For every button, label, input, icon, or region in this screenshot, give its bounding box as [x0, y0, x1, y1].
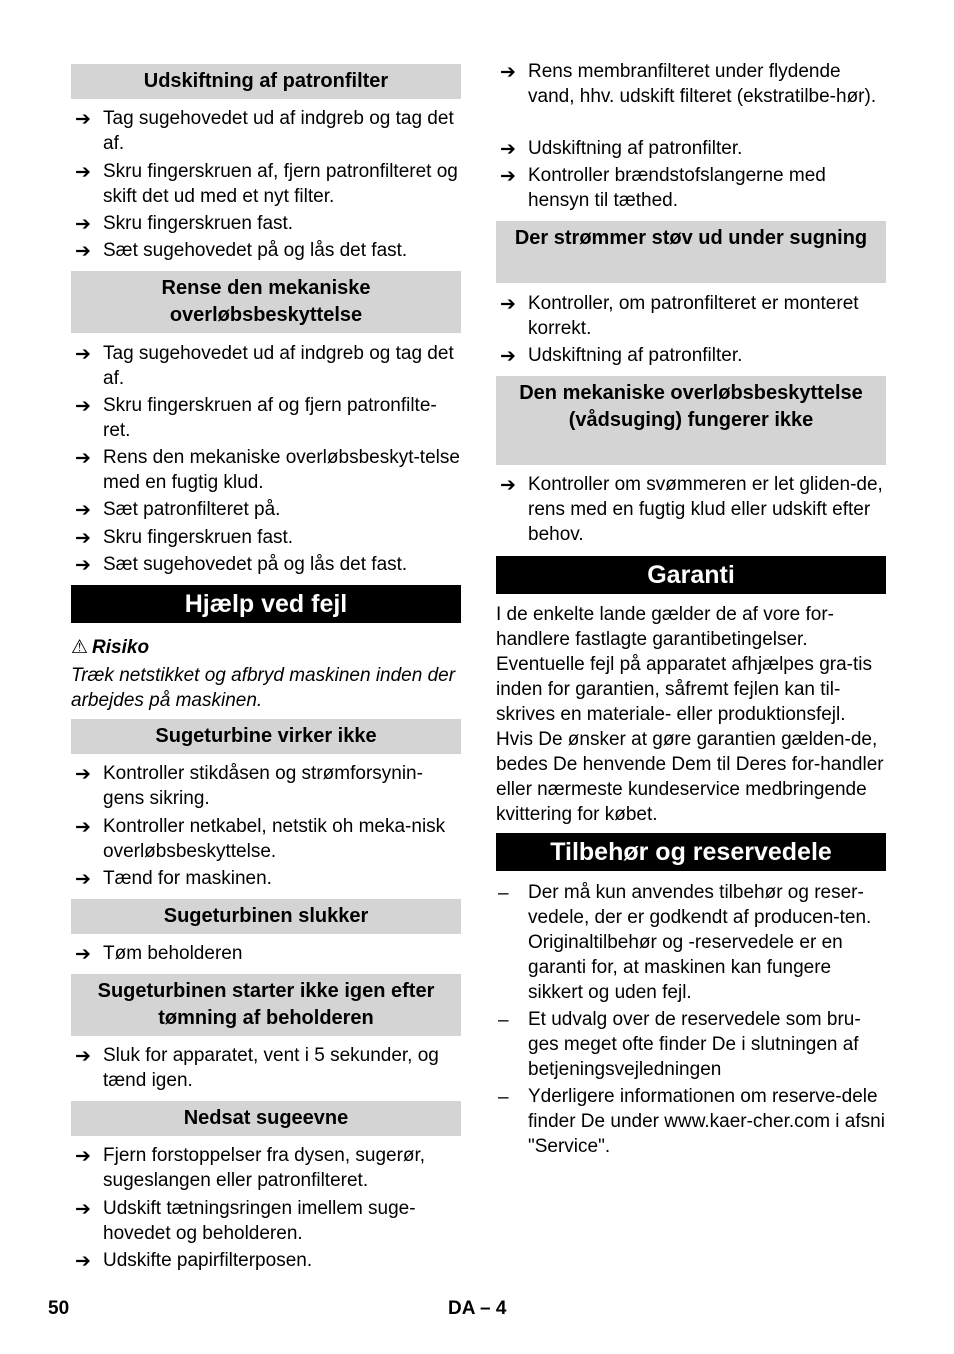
- list-item: ➔ Tag sugehovedet ud af indgreb og tag det af.: [75, 343, 454, 389]
- arrow-right-icon: ➔: [500, 294, 516, 315]
- list-item: ➔ Kontroller brændstofslangerne med hensyn til tæthed.: [500, 165, 826, 211]
- arrow-right-icon: ➔: [75, 1146, 91, 1167]
- heading-der-strommer-stov: Der strømmer støv ud under sugning: [496, 221, 886, 283]
- list-item: ➔ Skru fingerskruen fast.: [75, 213, 294, 235]
- arrow-right-icon: ➔: [75, 1199, 91, 1220]
- list-item: ➔ Fjern forstoppelser fra dysen, sugerør, sugeslangen eller patronfilteret.: [75, 1145, 426, 1191]
- dash-bullet: –: [498, 1087, 509, 1108]
- arrow-right-icon: ➔: [75, 944, 91, 965]
- list-item: ➔ Sluk for apparatet, vent i 5 sekunder, og tænd igen.: [75, 1045, 439, 1091]
- page-number: 50: [48, 1298, 70, 1319]
- list-item: ➔ Kontroller, om patronfilteret er monteret korrekt.: [500, 293, 859, 339]
- arrow-right-icon: ➔: [75, 817, 91, 838]
- arrow-right-icon: ➔: [75, 869, 91, 890]
- arrow-right-icon: ➔: [500, 166, 516, 187]
- arrow-right-icon: ➔: [75, 162, 91, 183]
- arrow-right-icon: ➔: [75, 396, 91, 417]
- list-item: ➔ Tænd for maskinen.: [75, 868, 272, 890]
- dash-bullet: –: [498, 883, 509, 904]
- arrow-right-icon: ➔: [75, 764, 91, 785]
- arrow-right-icon: ➔: [500, 139, 516, 160]
- list-item: ➔ Skru fingerskruen af, fjern patronfilteret og skift det ud med et nyt filter.: [75, 161, 458, 207]
- heading-mekaniske-vadsuging: Den mekaniske overløbsbeskyttelse (vådsuging) fungerer ikke: [496, 376, 886, 465]
- arrow-right-icon: ➔: [75, 448, 91, 469]
- main-heading-garanti: Garanti: [496, 556, 886, 594]
- list-item: ➔ Udskiftning af patronfilter.: [500, 345, 743, 367]
- arrow-right-icon: ➔: [75, 555, 91, 576]
- list-item: ➔ Tøm beholderen: [75, 943, 243, 965]
- arrow-right-icon: ➔: [500, 62, 516, 83]
- heading-udskiftning-patronfilter: Udskiftning af patronfilter: [71, 64, 461, 99]
- list-item: ➔ Sæt sugehovedet på og lås det fast.: [75, 240, 408, 262]
- main-heading-hjaelp-ved-fejl: Hjælp ved fejl: [71, 585, 461, 623]
- list-item: ➔ Rens den mekaniske overløbsbeskyt-telse med en fugtig klud.: [75, 447, 460, 493]
- list-item: ➔ Udskift tætningsringen imellem suge-hovedet og beholderen.: [75, 1198, 416, 1244]
- arrow-right-icon: ➔: [500, 346, 516, 367]
- list-item: ➔ Kontroller stikdåsen og strømforsynin-gens sikring.: [75, 763, 423, 809]
- list-item: – Et udvalg over de reservedele som bru-ges meget ofte finder De i slutningen af betjeningsvejledningen: [498, 1009, 861, 1080]
- warning-label: ⚠ Risiko: [71, 637, 150, 658]
- list-item: ➔ Kontroller netkabel, netstik oh meka-nisk overløbsbeskyttelse.: [75, 816, 446, 862]
- arrow-right-icon: ➔: [75, 344, 91, 365]
- list-item: ➔ Udskifte papirfilterposen.: [75, 1250, 313, 1272]
- page-code: DA – 4: [448, 1298, 507, 1319]
- list-item: ➔ Sæt sugehovedet på og lås det fast.: [75, 554, 408, 576]
- list-item: – Der må kun anvendes tilbehør og reser-vedele, der er godkendt af producen-ten. Originaltilbehør og -reservedele er en garanti for, at maskinen kan fungere sikkert og uden fejl.: [498, 882, 872, 1003]
- arrow-right-icon: ➔: [500, 475, 516, 496]
- list-item: – Yderligere informationen om reserve-dele finder De under www.kaer-cher.com i afsni "Service".: [498, 1086, 885, 1157]
- heading-rense-mekaniske: Rense den mekaniske overløbsbeskyttelse: [71, 271, 461, 333]
- list-item: ➔ Skru fingerskruen fast.: [75, 527, 294, 549]
- arrow-right-icon: ➔: [75, 214, 91, 235]
- dash-bullet: –: [498, 1010, 509, 1031]
- heading-sugeturbinen-starter-ikke: Sugeturbinen starter ikke igen efter tømning af beholderen: [71, 974, 461, 1036]
- main-heading-tilbehor: Tilbehør og reservedele: [496, 833, 886, 871]
- list-item: ➔ Udskiftning af patronfilter.: [500, 138, 743, 160]
- arrow-right-icon: ➔: [75, 109, 91, 130]
- list-item: ➔ Kontroller om svømmeren er let gliden-de, rens med en fugtig klud eller udskift efter behov.: [500, 474, 883, 545]
- arrow-right-icon: ➔: [75, 500, 91, 521]
- heading-nedsat-sugeevne: Nedsat sugeevne: [71, 1101, 461, 1136]
- heading-sugeturbinen-slukker: Sugeturbinen slukker: [71, 899, 461, 934]
- arrow-right-icon: ➔: [75, 1046, 91, 1067]
- arrow-right-icon: ➔: [75, 528, 91, 549]
- list-item: ➔ Sæt patronfilteret på.: [75, 499, 281, 521]
- warning-text: Træk netstikket og afbryd maskinen inden der arbejdes på maskinen.: [71, 665, 456, 711]
- arrow-right-icon: ➔: [75, 241, 91, 262]
- heading-sugeturbine-virker-ikke: Sugeturbine virker ikke: [71, 719, 461, 754]
- warning-triangle-icon: ⚠: [71, 637, 89, 658]
- list-item: ➔ Rens membranfilteret under flydende vand, hhv. udskift filteret (ekstratilbe-hør).: [500, 61, 877, 107]
- list-item: ➔ Skru fingerskruen af og fjern patronfilte-ret.: [75, 395, 437, 441]
- arrow-right-icon: ➔: [75, 1251, 91, 1272]
- garanti-text: I de enkelte lande gælder de af vore for-handlere fastlagte garantibetingelser. Eventuelle fejl på apparatet afhjælpes gra-tis inden for garantien, såfremt fejlen kan til-skrives en materiale- eller produktionsfejl. Hvis De ønsker at gøre garantien gælden-de, bedes De henvende Dem til Deres for-handler eller nærmeste kundeservice medbringende kvittering for købet.: [496, 604, 884, 825]
- list-item: ➔ Tag sugehovedet ud af indgreb og tag det af.: [75, 108, 454, 154]
